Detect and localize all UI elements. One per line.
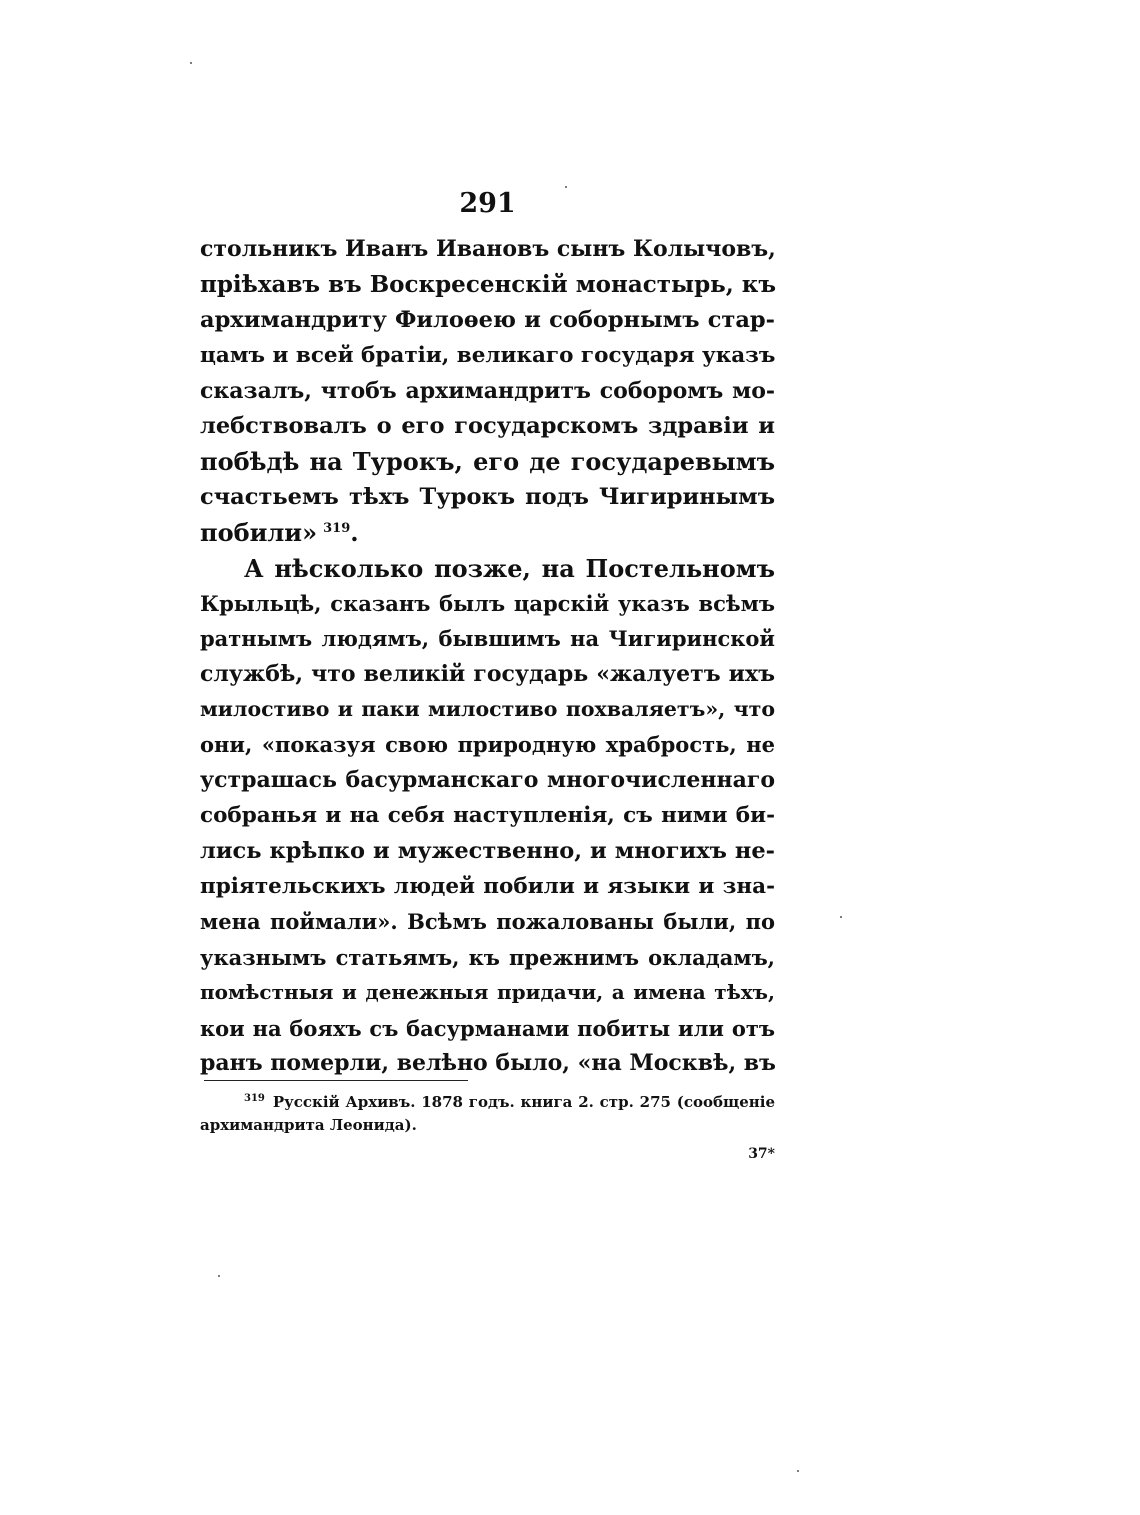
paragraph-end-line — [200, 515, 775, 550]
footnote-mark: 319 — [244, 1093, 265, 1104]
text-line: устрашась басурманскаго многочисленнаго — [200, 766, 775, 793]
text-line: сказалъ, чтобъ архимандритъ соборомъ мо- — [200, 377, 775, 404]
scan-speck — [190, 62, 192, 64]
scan-speck — [840, 916, 842, 918]
footnote-divider — [204, 1080, 468, 1081]
text-line: милостиво и паки милостиво похваляетъ», что — [200, 697, 775, 722]
footnote-reference-period: . — [350, 518, 359, 548]
text-line: лись крѣпко и мужественно, и многихъ не- — [200, 837, 775, 864]
footnote-line: архимандрита Леонида). — [200, 1116, 417, 1134]
text-line: побѣдѣ на Турокъ, его де государевымъ — [200, 447, 775, 477]
text-line: службѣ, что великiй государь «жалуетъ ихъ — [200, 660, 775, 687]
paragraph-first-line: А нѣсколько позже, на Постельномъ — [244, 553, 775, 583]
footnote-reference: 319 — [323, 521, 351, 537]
page-number: 291 — [459, 188, 516, 219]
text-line: прiятельскихъ людей побили и языки и зна- — [200, 874, 775, 900]
text-line: цамъ и всей братiи, великаго государя указъ — [200, 343, 776, 369]
printer-signature-mark: 37* — [748, 1146, 775, 1162]
text-line-end: побили» — [200, 518, 318, 548]
footnote-line — [200, 1091, 775, 1114]
text-line: стольникъ Иванъ Ивановъ сынъ Колычовъ, — [200, 236, 776, 262]
text-line: прiѣхавъ въ Воскресенскiй монастырь, къ — [200, 271, 777, 299]
scan-speck — [218, 1275, 220, 1277]
footnote — [200, 1091, 775, 1137]
text-line: мена поймали». Всѣмъ пожалованы были, по — [200, 909, 775, 935]
text-line: кои на бояхъ съ басурманами побиты или отъ — [200, 1015, 775, 1041]
text-line: ранъ померли, велѣно было, «на Москвѣ, въ — [200, 1049, 776, 1076]
footnote-text: Русскiй Архивъ. 1878 годъ. книга 2. стр. 275 (сообщенiе — [272, 1093, 775, 1111]
text-line: лебствовалъ о его государскомъ здравiи и — [200, 412, 775, 439]
text-line: указнымъ статьямъ, къ прежнимъ окладамъ, — [200, 944, 775, 970]
scan-speck — [797, 1470, 799, 1472]
text-line: ратнымъ людямъ, бывшимъ на Чигиринской — [200, 626, 775, 652]
text-line: они, «показуя свою природную храбрость, не — [200, 732, 775, 758]
text-line: архимандриту Филоѳею и соборнымъ стар- — [200, 306, 775, 333]
text-line: собранья и на себя наступленiя, съ ними би- — [200, 803, 775, 829]
scan-speck — [565, 186, 567, 188]
body-text — [200, 232, 775, 1081]
text-line: счастьемъ тѣхъ Турокъ подъ Чигиринымъ — [200, 483, 775, 510]
text-line: Крыльцѣ, сказанъ былъ царскiй указъ всѣмъ — [200, 590, 775, 616]
text-line: помѣстныя и денежныя придачи, а имена тѣхъ, — [200, 980, 775, 1005]
